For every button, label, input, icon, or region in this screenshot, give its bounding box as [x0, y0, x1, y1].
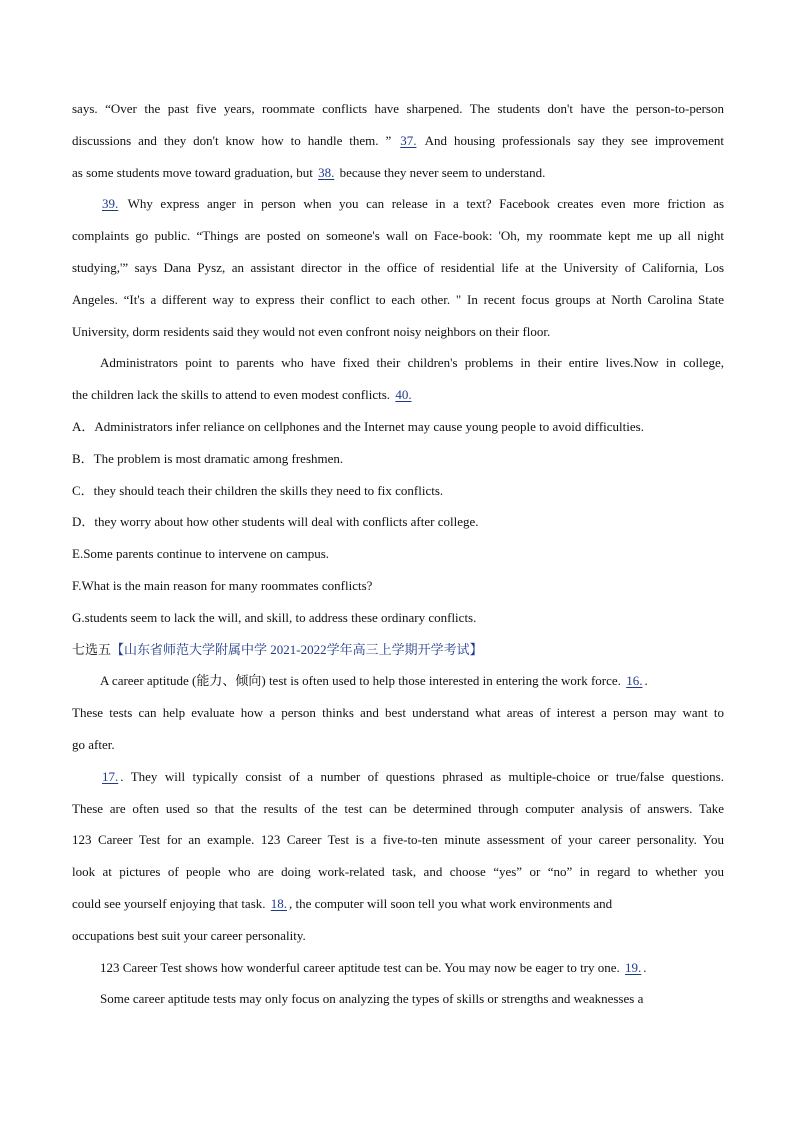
option-e[interactable]: E.Some parents continue to intervene on campus. — [72, 546, 330, 562]
passage2-p2-line4: look at pictures of people who are doing work-related task, and choose “yes” or “no” in regard to whether you — [72, 864, 724, 880]
passage2-p2-line6: occupations best suit your career personality. — [72, 927, 306, 943]
passage1-p2-line4: Angeles. “It's a different way to express their conflict to each other. " In recent focus groups at North Carolina State — [72, 291, 724, 307]
text: 123 Career Test shows how wonderful career aptitude test can be. You may now be eager to try one. — [100, 959, 620, 975]
passage2-p2-line5 — [72, 888, 724, 920]
text: A career aptitude (能力、倾向) test is often used to help those interested in entering the work force. — [100, 673, 621, 689]
text: the children lack the skills to attend to even modest conflicts. — [72, 387, 391, 403]
text: . — [644, 673, 648, 689]
passage2-p3-line1 — [72, 952, 724, 984]
text: because they never seem to understand. — [339, 164, 546, 180]
passage1-p2-line5: University, dorm residents said they would not even confront noisy neighbors on their floor. — [72, 323, 551, 339]
passage2-p2-line3: 123 Career Test for an example. 123 Career Test is a five-to-ten minute assessment of your career personality. You — [72, 832, 724, 848]
passage1-p1-line1: says. “Over the past five years, roommate conflicts have sharpened. The students don't have the person-to-person — [72, 101, 724, 116]
option-d[interactable]: D．they worry about how other students will deal with conflicts after college. — [72, 514, 479, 530]
passage2-p1-line1 — [72, 665, 724, 697]
section-heading — [72, 634, 724, 666]
blank-38[interactable]: 38. — [318, 164, 335, 180]
option-a[interactable]: A．Administrators infer reliance on cellphones and the Internet may cause young people to avoid difficulties. — [72, 418, 644, 434]
passage1-p1-line3 — [72, 157, 724, 189]
blank-18[interactable]: 18. — [270, 895, 288, 911]
passage1-p1-line2 — [72, 125, 724, 157]
passage2-p2-line2: These are often used so that the results of the test can be determined through computer analysis of answers. Take — [72, 800, 724, 816]
passage2-p1-line3: go after. — [72, 736, 115, 752]
text: . — [643, 959, 647, 975]
passage2-p2-line1 — [72, 761, 724, 793]
blank-17[interactable]: 17. — [102, 768, 119, 784]
document-page — [72, 93, 724, 1015]
passage1-p3-line2 — [72, 379, 724, 411]
text: , the computer will soon tell you what work environments and — [289, 895, 613, 911]
option-c[interactable]: C．they should teach their children the skills they need to fix conflicts. — [72, 482, 444, 498]
blank-39[interactable]: 39. — [102, 196, 119, 212]
option-f[interactable]: F.What is the main reason for many roommates conflicts? — [72, 577, 373, 593]
passage2-p1-line2: These tests can help evaluate how a person thinks and best understand what areas of interest a person may want to — [72, 705, 724, 721]
passage1-p3-line1: Administrators point to parents who have fixed their children's problems in their entire lives.Now in college, — [100, 355, 724, 371]
text: Why express anger in person when you can release in a text? Facebook creates even more friction as — [127, 196, 724, 212]
text: discussions and they don't know how to handle them. ” — [72, 132, 392, 148]
blank-16[interactable]: 16. — [626, 673, 643, 689]
blank-37[interactable]: 37. — [400, 132, 417, 148]
text: as some students move toward graduation, but — [72, 164, 313, 180]
option-g[interactable]: G.students seem to lack the will, and skill, to address these ordinary conflicts. — [72, 609, 477, 625]
option-b[interactable]: B．The problem is most dramatic among freshmen. — [72, 450, 344, 466]
passage1-p2-line2: complaints go public. “Things are posted on someone's wall on Face-book: 'Oh, my roommate kept me up all night — [72, 228, 724, 244]
text: . They will typically consist of a number of questions phrased as multiple-choice or true/false questions. — [120, 768, 724, 784]
passage1-p2-line1 — [72, 188, 724, 220]
passage1-p2-line3: studying,'” says Dana Pysz, an assistant director in the office of residential life at the University of California, Los — [72, 259, 724, 275]
blank-19[interactable]: 19. — [625, 959, 642, 975]
passage2-p4-line1: Some career aptitude tests may only focus on analyzing the types of skills or strengths and weaknesses a — [100, 991, 644, 1007]
blank-40[interactable]: 40. — [395, 387, 412, 403]
text: And housing professionals say they see improvement — [424, 132, 724, 148]
section-label: 七选五 — [72, 641, 112, 657]
section-source[interactable]: 【山东省师范大学附属中学 2021-2022学年高三上学期开学考试】 — [111, 641, 483, 657]
text: could see yourself enjoying that task. — [72, 895, 266, 911]
